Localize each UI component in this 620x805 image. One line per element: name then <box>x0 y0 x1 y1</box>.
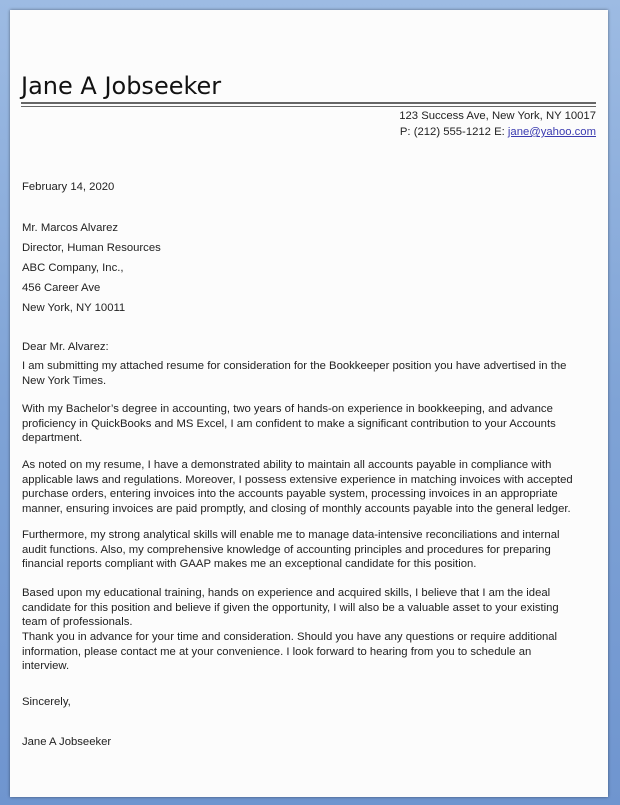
recipient-line: New York, NY 10011 <box>22 302 126 314</box>
phone: P: (212) 555-1212 E: <box>399 126 508 138</box>
sender-address: 123 Success Ave, New York, NY 10017 <box>399 110 596 122</box>
para-line: Furthermore, my strong analytical skills will enable me to manage data-intensive reconciliations and internal <box>22 529 560 541</box>
letter-date: February 14, 2020 <box>22 181 115 193</box>
para-line: financial reports compliant with GAAP makes me an exceptional candidate for this position. <box>22 558 477 570</box>
header-rule-thin <box>21 106 596 107</box>
recipient-line: 456 Career Ave <box>22 282 101 294</box>
para-line: Based upon my educational training, hands on experience and acquired skills, I believe that I am the ideal <box>22 587 551 599</box>
para-line: With my Bachelor’s degree in accounting, two years of hands-on experience in bookkeeping, and advance <box>22 403 553 415</box>
recipient-line: Director, Human Resources <box>22 242 161 254</box>
email-link[interactable]: jane@yahoo.com <box>507 126 596 138</box>
para-line: audit functions. Also, my comprehensive knowledge of accounting principles and procedures for preparing <box>22 543 551 556</box>
paragraph <box>22 458 573 516</box>
signature: Jane A Jobseeker <box>22 736 112 748</box>
para-line: New York Times. <box>22 374 107 387</box>
para-line: Thank you in advance for your time and consideration. Should you have any questions or require additional <box>22 631 558 643</box>
para-line: information, please contact me at your convenience. I look forward to hearing from you to schedule an <box>22 645 532 658</box>
para-line: applicable laws and regulations. Moreover, I possess extensive experience in matching invoices with accepted <box>22 473 573 486</box>
recipient-line: ABC Company, Inc., <box>22 262 124 274</box>
paragraph <box>22 402 556 446</box>
sender-name: Jane A Jobseeker <box>21 72 222 100</box>
para-line: manner, ensuring invoices are paid promptly, and closing of monthly accounts payable into the general ledger. <box>22 502 571 515</box>
para-line: purchase orders, entering invoices into the accounts payable system, processing invoices in an appropriate <box>22 488 558 500</box>
closing: Sincerely, <box>22 696 71 708</box>
letter-page <box>10 10 608 797</box>
sender-contact <box>400 126 596 138</box>
header-rule <box>21 102 596 104</box>
para-line: interview. <box>22 660 70 672</box>
para-line: candidate for this position and believe if given the opportunity, I will also be a valuable asset to your existing <box>22 601 559 614</box>
paragraph <box>22 359 566 388</box>
paragraph <box>22 528 560 572</box>
para-line: proficiency in QuickBooks and MS Excel, I am confident to make a significant contribution to your Accounts <box>22 417 556 430</box>
para-line: team of professionals. <box>22 616 133 628</box>
paragraph <box>22 630 557 674</box>
para-line: I am submitting my attached resume for consideration for the Bookkeeper position you have advertised in the <box>22 360 567 372</box>
paragraph <box>22 586 559 630</box>
recipient-line: Mr. Marcos Alvarez <box>22 222 119 234</box>
salutation: Dear Mr. Alvarez: <box>22 341 109 353</box>
para-line: As noted on my resume, I have a demonstrated ability to maintain all accounts payable in compliance with <box>22 459 552 471</box>
para-line: department. <box>22 432 83 444</box>
